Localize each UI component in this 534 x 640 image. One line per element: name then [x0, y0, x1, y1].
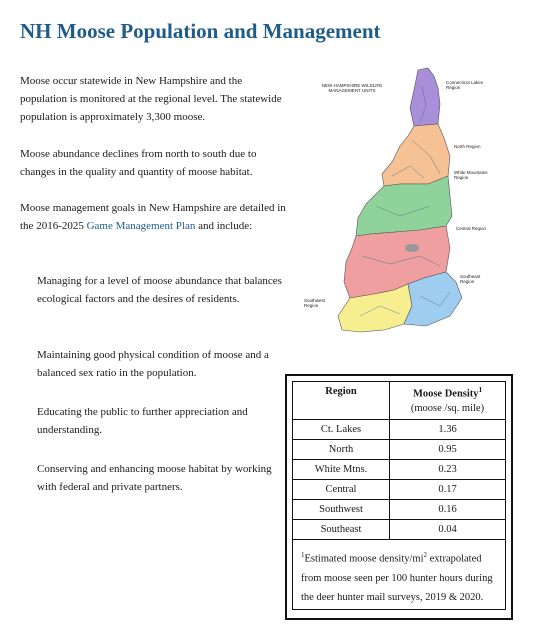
map-label-north: North Region — [454, 144, 481, 149]
lake-shape — [405, 244, 419, 252]
map-label-white-mtns: White Mountains Region — [454, 170, 488, 180]
page-title: NH Moose Population and Management — [20, 19, 381, 43]
footnote-sup: 1 — [301, 551, 305, 559]
goal-item: Maintaining good physical condition of moose and a balanced sex ratio in the population. — [37, 349, 269, 379]
region-cell: Southwest — [293, 500, 390, 520]
density-cell: 1.36 — [390, 420, 506, 440]
header-units: (moose /sq. mile) — [410, 402, 485, 414]
region-cell: Ct. Lakes — [293, 420, 390, 440]
goals-intro-text: Moose management goals in New Hampshire are detailed in the 2016-2025 — [20, 202, 286, 232]
table-footnote-row — [293, 540, 506, 610]
wmu-map — [300, 66, 490, 336]
map-label-central: Central Region — [456, 226, 487, 231]
density-cell: 0.95 — [390, 440, 506, 460]
density-cell: 0.16 — [390, 500, 506, 520]
region-ct-lakes — [410, 68, 440, 126]
header-region: Region — [293, 382, 390, 420]
region-cell: Southeast — [293, 520, 390, 540]
footnote-head: Estimated moose density/mi — [304, 553, 424, 565]
goals-intro-paragraph — [20, 199, 290, 235]
footnote-head-sup: 2 — [423, 551, 427, 559]
density-cell: 0.17 — [390, 480, 506, 500]
region-cell: White Mtns. — [293, 460, 390, 480]
abundance-paragraph: Moose abundance declines from north to south due to changes in the quality and quantity of moose habitat. — [20, 148, 257, 178]
density-cell: 0.23 — [390, 460, 506, 480]
goal-item: Managing for a level of moose abundance that balances ecological factors and the desires of residents. — [37, 275, 282, 305]
region-cell: North — [293, 440, 390, 460]
table-footnote — [293, 540, 506, 610]
table-row — [293, 500, 506, 520]
moose-density-table-box — [285, 374, 513, 620]
goals-intro-text-end: and include: — [195, 220, 253, 232]
region-cell: Central — [293, 480, 390, 500]
nh-map-svg — [300, 66, 490, 336]
table-row — [293, 440, 506, 460]
footnote-body: extrapolated from moose seen per 100 hunter hours during the deer hunter mail surveys, 2019 & 2020. — [301, 553, 493, 603]
map-title-label: NEW HAMPSHIRE WILDLIFE MANAGEMENT UNITS — [321, 83, 383, 93]
region-north — [382, 124, 450, 186]
density-cell: 0.04 — [390, 520, 506, 540]
map-label-southeast: Southeast Region — [460, 274, 481, 284]
map-label-ct-lakes: Connecticut Lakes Region — [446, 80, 484, 90]
game-management-plan-link[interactable]: Game Management Plan — [86, 220, 196, 232]
table-row — [293, 480, 506, 500]
table-header-row — [293, 382, 506, 420]
header-density-sup: 1 — [478, 386, 483, 394]
map-label-southwest: Southwest Region — [304, 298, 326, 308]
goal-item: Educating the public to further appreciation and understanding. — [37, 406, 248, 436]
goal-item: Conserving and enhancing moose habitat by working with federal and private partners. — [37, 463, 272, 493]
table-row — [293, 420, 506, 440]
moose-density-table — [292, 381, 506, 610]
header-density — [390, 382, 506, 420]
intro-paragraph: Moose occur statewide in New Hampshire and the population is monitored at the regional level. The statewide population is approximately 3,300 moose. — [20, 75, 282, 123]
table-row — [293, 520, 506, 540]
header-density-label: Moose Density — [412, 388, 479, 400]
table-row — [293, 460, 506, 480]
